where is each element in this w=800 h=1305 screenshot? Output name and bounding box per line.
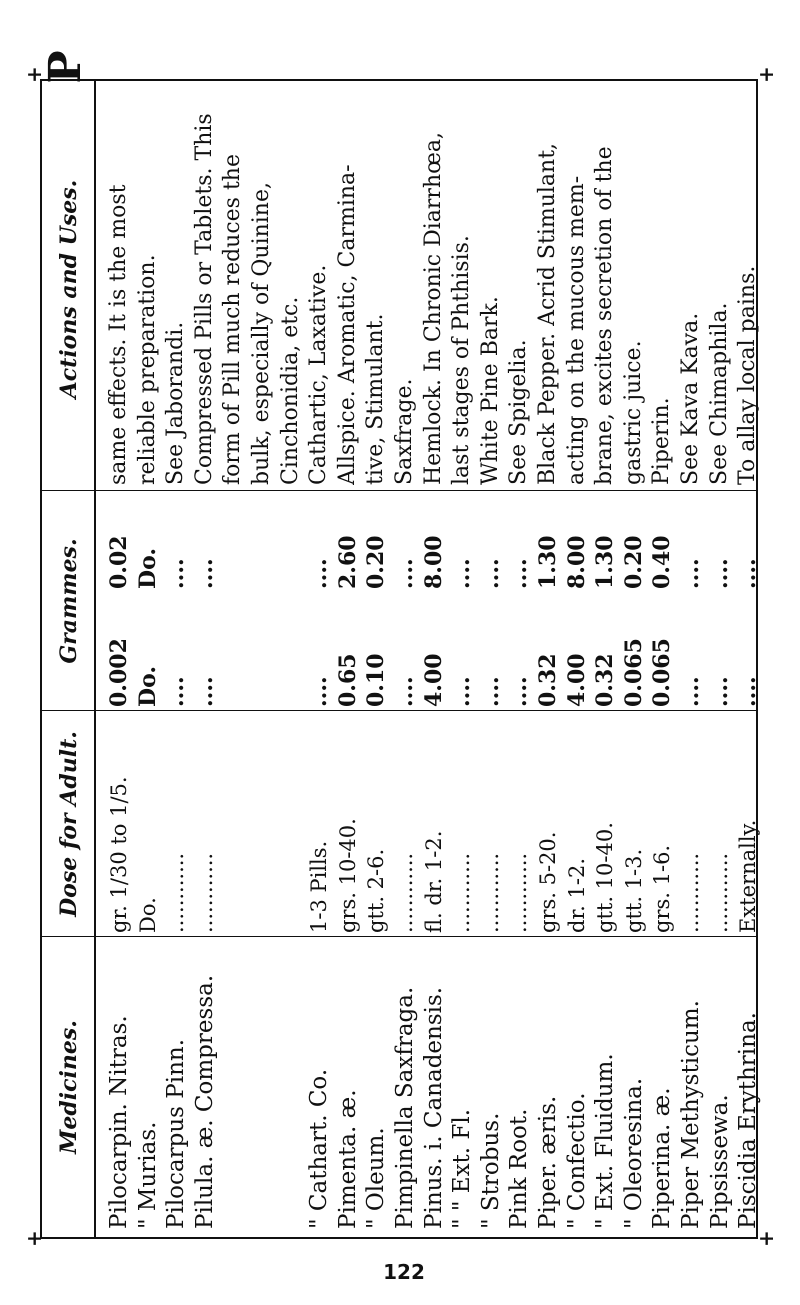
table-frame	[40, 50, 762, 1239]
registration-mark: +	[22, 66, 46, 83]
dose-for-adult: grs. 10-40.	[335, 818, 360, 933]
dose-for-adult: 1-3 Pills.	[307, 840, 332, 933]
dose-for-adult: ............	[192, 852, 217, 933]
grammes-max: ....	[706, 558, 733, 589]
grammes-max: 2.60	[334, 535, 361, 589]
action-text: gastric juice.	[620, 340, 646, 485]
action-text: Allspice. Aromatic, Carmina-	[334, 164, 360, 485]
action-text: See Jaborandi.	[163, 321, 189, 485]
dose-for-adult: ............	[164, 852, 189, 933]
action-text: tive, Stimulant.	[363, 313, 389, 485]
dose-for-adult: dr. 1-2.	[564, 857, 589, 933]
medicine-name: Pilocarpus Pinn.	[163, 1038, 190, 1229]
grammes-min: 0.002	[106, 638, 132, 707]
grammes-max: ....	[392, 558, 418, 589]
grammes-min: ....	[706, 676, 733, 707]
dose-for-adult: grs. 1-6.	[650, 844, 675, 933]
dose-for-adult	[247, 717, 277, 933]
table-row	[476, 81, 506, 1237]
medicine-name: " Strobus.	[477, 1112, 504, 1229]
grammes-min: 0.065	[620, 638, 647, 707]
grammes-min: ....	[306, 676, 333, 707]
medicine-name: Pilula. æ. Compressa.	[191, 974, 218, 1229]
medicine-name: Pimpinella Saxfraga.	[392, 986, 418, 1229]
action-text: Piperin.	[649, 397, 675, 485]
header-rule	[94, 81, 96, 1237]
page-number: 122	[383, 1260, 425, 1284]
table-row	[390, 81, 420, 1237]
medicine-name: Piperina. æ.	[649, 1087, 676, 1229]
grammes-max: ....	[163, 558, 190, 589]
medicine-name: " Oleoresina.	[620, 1077, 647, 1229]
medicine-name: Pipsissewa.	[706, 1094, 733, 1229]
action-text: reliable preparation.	[134, 254, 160, 485]
action-text: To allay local pains.	[735, 265, 761, 485]
action-text: See Spigelia.	[506, 339, 532, 485]
grammes-max: ....	[506, 558, 533, 589]
registration-mark: +	[22, 1230, 46, 1247]
dose-for-adult: grs. 5-20.	[536, 831, 560, 933]
medicine-name: " Cathart. Co.	[306, 1068, 333, 1229]
dose-for-adult: ............	[393, 852, 417, 933]
dose-for-adult: gtt. 10-40.	[593, 822, 618, 933]
action-text: Cathartic, Laxative.	[306, 264, 332, 485]
table-row	[705, 81, 735, 1237]
table-row	[562, 81, 592, 1237]
grammes-max: 0.20	[363, 535, 390, 589]
dose-for-adult: gr. 1/30 to 1/5.	[107, 776, 131, 933]
dose-for-adult	[276, 717, 306, 933]
table-row	[504, 81, 534, 1237]
header-dose: Dose for Adult.	[56, 731, 82, 917]
grammes-max: 8.00	[420, 535, 447, 589]
grammes-min: 0.10	[363, 653, 390, 707]
grammes-max	[247, 497, 277, 589]
grammes-max: ....	[306, 558, 333, 589]
dose-for-adult: Do.	[135, 897, 160, 933]
grammes-max: ....	[678, 558, 704, 589]
grammes-min: ....	[506, 676, 533, 707]
section-letter: P	[40, 50, 91, 84]
action-text: bulk, especially of Quinine,	[249, 182, 274, 485]
medicine-name: " " Ext. Fl.	[449, 1108, 476, 1229]
medicine-name	[247, 943, 277, 1229]
grammes-min: ....	[392, 676, 418, 707]
medicine-name: Pink Root.	[506, 1108, 533, 1229]
grammes-min: ....	[678, 676, 704, 707]
header-grammes: Grammes.	[56, 538, 82, 664]
grammes-min: Do.	[134, 665, 161, 707]
grammes-max: ....	[191, 558, 218, 589]
grammes-max: 0.02	[106, 535, 132, 589]
grammes-min: 0.065	[649, 638, 676, 707]
medicine-name: Pimenta. æ.	[334, 1089, 361, 1229]
action-text: White Pine Bark.	[477, 296, 503, 485]
grammes-max: 1.30	[592, 535, 619, 589]
grammes-max: 8.00	[563, 535, 590, 589]
medicine-name: Piper Methysticum.	[678, 1000, 704, 1229]
registration-mark: +	[754, 66, 778, 83]
action-text: last stages of Phthisis.	[449, 235, 475, 485]
dose-for-adult: gtt. 1-3.	[621, 848, 646, 933]
grammes-max	[276, 497, 306, 589]
grammes-min: ....	[735, 676, 762, 707]
grammes-min	[247, 595, 277, 707]
table-row	[533, 81, 563, 1237]
grammes-max	[218, 497, 248, 589]
grammes-min: ....	[477, 676, 504, 707]
medicine-name: Pinus. i. Canadensis.	[420, 986, 447, 1229]
table-row	[190, 81, 220, 1237]
grammes-max: Do.	[134, 547, 161, 589]
grammes-max: 0.20	[620, 535, 647, 589]
table-row	[361, 81, 391, 1237]
dose-for-adult: ............	[507, 852, 532, 933]
registration-mark: +	[754, 1230, 778, 1247]
grammes-min: 4.00	[563, 653, 590, 707]
action-text: form of Pill much reduces the	[220, 154, 246, 485]
action-text: same effects. It is the most	[106, 184, 131, 485]
medicine-name: Piscidia Erythrina.	[735, 1012, 762, 1229]
grammes-min: ....	[449, 676, 476, 707]
medicine-name: Piper. æris.	[535, 1095, 561, 1229]
grammes-min: 0.32	[592, 653, 619, 707]
action-text: acting on the mucous mem-	[563, 175, 589, 485]
table-row	[447, 81, 477, 1237]
table-row	[419, 81, 449, 1237]
action-text: Cinchonidia, etc.	[277, 296, 303, 485]
medicine-name: " Ext. Fluidum.	[592, 1053, 619, 1229]
dose-for-adult: ............	[450, 852, 475, 933]
action-text: Black Pepper. Acrid Stimulant,	[535, 142, 560, 485]
dose-for-adult: ............	[707, 852, 732, 933]
table-row	[590, 81, 620, 1237]
table-row	[276, 81, 306, 1237]
table-row	[104, 81, 134, 1237]
table-row	[304, 81, 334, 1237]
action-text: See Kava Kava.	[678, 312, 703, 485]
grammes-min: 0.65	[334, 653, 361, 707]
grammes-max: 0.40	[649, 535, 676, 589]
grammes-min	[218, 595, 248, 707]
action-text: Hemlock. In Chronic Diarrhœa,	[420, 132, 446, 485]
table-row	[676, 81, 706, 1237]
grammes-min: ....	[191, 676, 218, 707]
dose-for-adult	[218, 717, 248, 933]
grammes-min	[276, 595, 306, 707]
dose-for-adult: Externally.	[736, 819, 761, 933]
action-text: Compressed Pills or Tablets. This	[191, 113, 217, 485]
medicine-name	[276, 943, 306, 1229]
table-row	[161, 81, 191, 1237]
grammes-max: 1.30	[535, 535, 561, 589]
medicine-name: " Oleum.	[363, 1127, 390, 1229]
medicine-name: " Confectio.	[563, 1092, 590, 1229]
table-row	[619, 81, 649, 1237]
grammes-min: 0.32	[535, 653, 561, 707]
table-row	[133, 81, 163, 1237]
dose-for-adult: gtt. 2-6.	[364, 848, 389, 933]
medicine-name: " Murias.	[134, 1121, 161, 1229]
table-row	[647, 81, 677, 1237]
grammes-max: ....	[735, 558, 762, 589]
grammes-max: ....	[449, 558, 476, 589]
grammes-max: ....	[477, 558, 504, 589]
medicine-name: Pilocarpin. Nitras.	[106, 1015, 132, 1229]
table-row	[333, 81, 363, 1237]
action-text: See Chimaphila.	[706, 302, 732, 485]
table-row	[247, 81, 277, 1237]
dose-for-adult: ............	[478, 852, 503, 933]
table-row	[218, 81, 248, 1237]
table-row	[733, 81, 763, 1237]
grammes-min: 4.00	[420, 653, 447, 707]
header-actions: Actions and Uses.	[56, 179, 82, 399]
action-text: Saxfrage.	[392, 378, 417, 485]
header-medicines: Medicines.	[56, 1020, 82, 1154]
action-text: brane, excites secretion of the	[592, 146, 618, 485]
medicine-name	[218, 943, 248, 1229]
dose-for-adult: fl. dr. 1-2.	[421, 830, 446, 933]
dose-for-adult: ............	[679, 852, 703, 933]
grammes-min: ....	[163, 676, 190, 707]
